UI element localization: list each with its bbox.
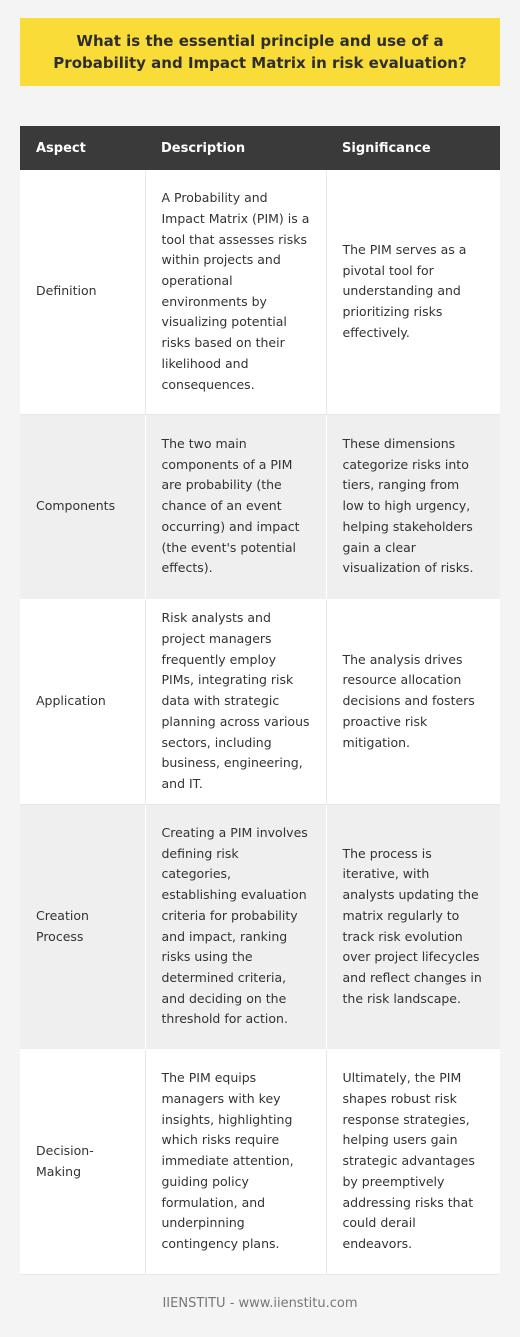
page-title: What is the essential principle and use of a Probability and Impact Matrix in risk evaluation? (53, 32, 467, 72)
cell-significance: These dimensions categorize risks into tiers, ranging from low to high urgency, helping stakeholders gain a clear visualization of risks. (326, 414, 500, 599)
cell-significance: Ultimately, the PIM shapes robust risk response strategies, helping users gain strategic advantages by preemptively addressing risks that could derail endeavors. (326, 1049, 500, 1274)
cell-aspect: Decision-Making (20, 1049, 145, 1274)
cell-aspect: Components (20, 414, 145, 599)
footer-text: IIENSTITU - www.iienstitu.com (162, 1296, 358, 1311)
cell-description: Creating a PIM involves defining risk categories, establishing evaluation criteria for probability and impact, ranking risks using the determined criteria, and deciding on the threshold for action. (145, 804, 326, 1049)
info-table (20, 126, 500, 1275)
cell-aspect: Creation Process (20, 804, 145, 1049)
cell-significance: The process is iterative, with analysts updating the matrix regularly to track risk evolution over project lifecycles and reflect changes in the risk landscape. (326, 804, 500, 1049)
title-banner (20, 18, 500, 86)
table-row (20, 170, 500, 414)
table-header-row (20, 126, 500, 170)
table-row (20, 804, 500, 1049)
table-row (20, 414, 500, 599)
table-row (20, 599, 500, 804)
header-aspect: Aspect (20, 126, 145, 170)
cell-aspect: Application (20, 599, 145, 804)
cell-significance: The PIM serves as a pivotal tool for understanding and prioritizing risks effectively. (326, 170, 500, 414)
header-description: Description (145, 126, 326, 170)
cell-aspect: Definition (20, 170, 145, 414)
cell-description: The PIM equips managers with key insights, highlighting which risks require immediate attention, guiding policy formulation, and underpinning contingency plans. (145, 1049, 326, 1274)
cell-description: Risk analysts and project managers frequently employ PIMs, integrating risk data with strategic planning across various sectors, including business, engineering, and IT. (145, 599, 326, 804)
cell-description: A Probability and Impact Matrix (PIM) is a tool that assesses risks within projects and operational environments by visualizing potential risks based on their likelihood and consequences. (145, 170, 326, 414)
header-significance: Significance (326, 126, 500, 170)
cell-description: The two main components of a PIM are probability (the chance of an event occurring) and impact (the event's potential effects). (145, 414, 326, 599)
cell-significance: The analysis drives resource allocation decisions and fosters proactive risk mitigation. (326, 599, 500, 804)
table-row (20, 1049, 500, 1274)
